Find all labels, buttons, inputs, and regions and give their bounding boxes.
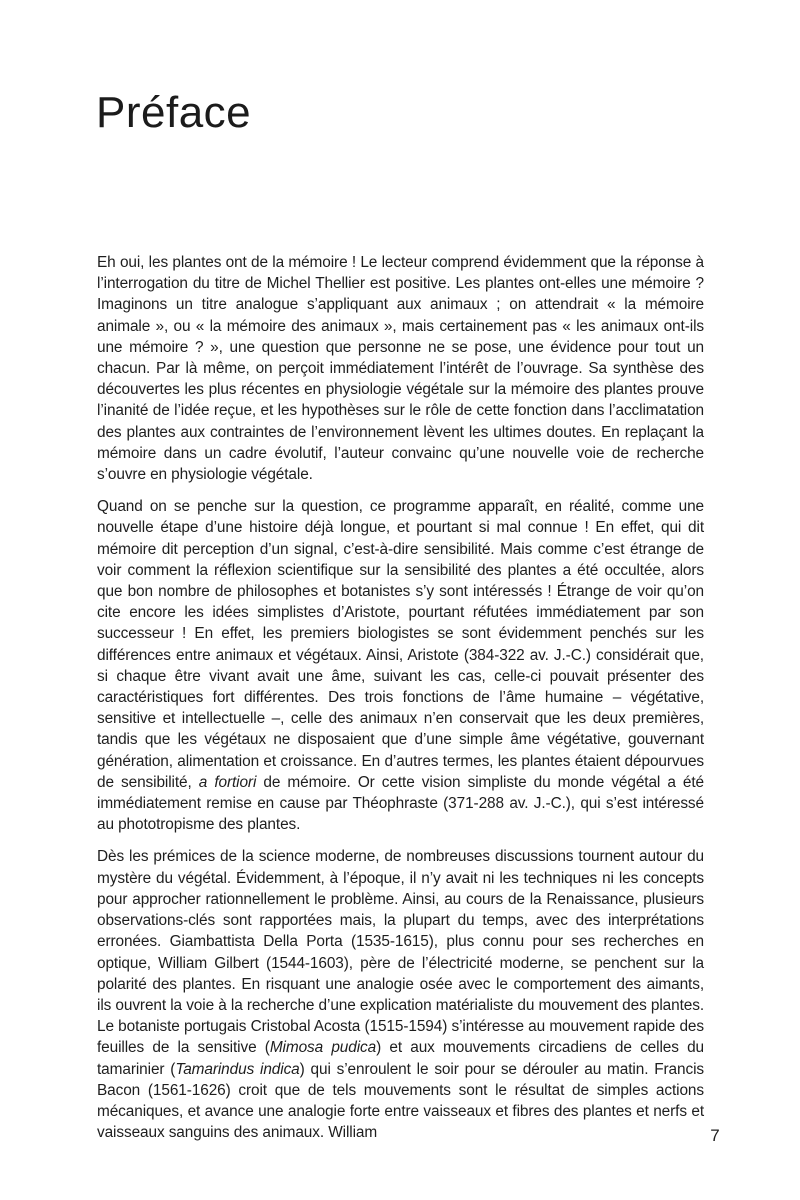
text-segment: Quand on se penche sur la question, ce programme apparaît, en réalité, comme une nouvelle étape d’une histoire déjà longue, et pourtant si mal connue ! En effet, qui dit mémoire dit perception d’un signal, c’est-à-dire sensibilité. Mais comme c’est étrange de voir comment la réflexion scientifique sur la sensibilité des plantes a été occultée, alors que bon nombre de philosophes et botanistes s’y sont intéressés ! Étrange de voir qu’on cite encore les idées simplistes d’Aristote, pourtant réfutées immédiatement par son successeur ! En effet, les premiers biologistes se sont évidemment penchés sur les différences entre animaux et végétaux. Ainsi, Aristote (384-322 av. J.-C.) considérait que, si chaque être vivant avait une âme, suivant les cas, celle-ci pouvait présenter des caractéristiques fort différentes. Des trois fonctions de l’âme humaine – végétative, sensitive et intellectuelle –, celle des animaux n’en conservait que les deux premières, tandis que les végétaux ne disposaient que d’une simple âme végétative, gouvernant génération, alimentation et croissance. En d’autres termes, les plantes étaient dépourvues de sensibilité, <box>97 498 704 791</box>
text-segment: Eh oui, les plantes ont de la mémoire ! Le lecteur comprend évidemment que la réponse à l’interrogation du titre de Michel Thellier est positive. Les plantes ont-elles une mémoire ? Imaginons un titre analogue s’appliquant aux animaux ; on attendrait « la mémoire animale », ou « la mémoire des animaux », mais certainement pas « les animaux ont-ils une mémoire ? », une question que personne ne se pose, une évidence pour tout un chacun. Par là même, on perçoit immédiatement l’intérêt de l’ouvrage. Sa synthèse des découvertes les plus récentes en physiologie végétale sur la mémoire des plantes prouve l’inanité de l’idée reçue, et les hypothèses sur le rôle de cette fonction dans l’acclimatation des plantes aux contraintes de l’environnement lèvent les ultimes doutes. En replaçant la mémoire dans un cadre évolutif, l’auteur convainc qu’une nouvelle voie de recherche s’ouvre en physiologie végétale. <box>97 254 704 484</box>
paragraph <box>97 252 704 485</box>
paragraph <box>97 496 704 835</box>
text-segment: ) qui s’enroulent le soir pour se dérouler au matin. Francis Bacon (1561-1626) croit que de tels mouvements sont le résultat de simples actions mécaniques, et avance une analogie forte entre vaisseaux et fibres des plantes et nerfs et vaisseaux sanguins des animaux. William <box>97 1060 704 1142</box>
preface-body <box>97 252 704 1143</box>
text-segment: de mémoire. Or cette vision simpliste du monde végétal a été immédiatement remise en cause par Théophraste (371-288 av. J.-C.), qui s’est intéressé au phototropisme des plantes. <box>97 773 704 834</box>
chapter-title: Préface <box>96 88 252 137</box>
italic-text-segment: a fortiori <box>198 773 257 791</box>
italic-text-segment: Tamarindus indica <box>175 1060 300 1078</box>
text-segment: ) et aux mouvements circadiens de celles du tamarinier ( <box>97 1039 704 1078</box>
page-number: 7 <box>710 1126 720 1145</box>
text-segment: Dès les prémices de la science moderne, de nombreuses discussions tournent autour du mystère du végétal. Évidemment, à l’époque, il n’y avait ni les techniques ni les concepts pour approcher rationnellement le problème. Ainsi, au cours de la Renaissance, plusieurs observations-clés sont rapportées mais, la plupart du temps, avec des interprétations erronées. Giambattista Della Porta (1535-1615), plus connu pour ses recherches en optique, William Gilbert (1544-1603), père de l’électricité moderne, se penchent sur la polarité des plantes. En risquant une analogie osée avec le comportement des aimants, ils ouvrent la voie à la recherche d’une explication matérialiste du mouvement des plantes. Le botaniste portugais Cristobal Acosta (1515-1594) s’intéresse au mouvement rapide des feuilles de la sensitive ( <box>97 848 704 1057</box>
paragraph <box>97 846 704 1143</box>
italic-text-segment: Mimosa pudica <box>269 1039 377 1057</box>
